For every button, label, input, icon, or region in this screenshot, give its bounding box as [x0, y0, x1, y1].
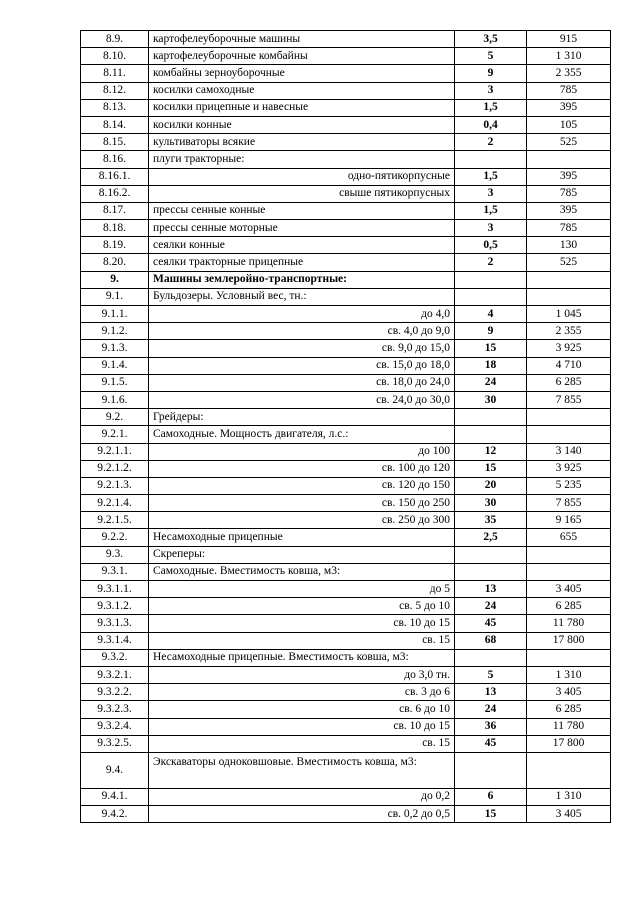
norm-value-cell: 2,5 — [455, 529, 527, 546]
norm-value-cell — [455, 563, 527, 580]
item-code-cell: 9.3. — [81, 546, 149, 563]
table-row — [81, 151, 611, 168]
item-code-cell: 9.4.1. — [81, 788, 149, 805]
item-name-cell: свыше пятикорпусных — [149, 185, 455, 202]
price-cell: 915 — [527, 31, 611, 48]
table-row — [81, 701, 611, 718]
table-row — [81, 684, 611, 701]
norm-value-cell: 24 — [455, 701, 527, 718]
item-name-cell: до 0,2 — [149, 788, 455, 805]
item-name-cell: Самоходные. Вместимость ковша, м3: — [149, 563, 455, 580]
item-code-cell: 9.2.1.2. — [81, 460, 149, 477]
norm-value-cell: 18 — [455, 357, 527, 374]
norm-value-cell — [455, 426, 527, 443]
norm-value-cell: 0,5 — [455, 237, 527, 254]
price-cell: 1 045 — [527, 306, 611, 323]
price-cell: 395 — [527, 99, 611, 116]
item-code-cell: 9.4.2. — [81, 806, 149, 823]
item-name-cell: св. 150 до 250 — [149, 495, 455, 512]
rates-table-body — [81, 31, 611, 823]
table-row — [81, 788, 611, 805]
price-cell — [527, 546, 611, 563]
norm-value-cell — [455, 409, 527, 426]
price-cell: 1 310 — [527, 666, 611, 683]
price-cell — [527, 426, 611, 443]
item-code-cell: 8.16.2. — [81, 185, 149, 202]
item-name-cell: сеялки тракторные прицепные — [149, 254, 455, 271]
item-code-cell: 8.20. — [81, 254, 149, 271]
price-cell — [527, 752, 611, 788]
item-code-cell: 9. — [81, 271, 149, 288]
table-row — [81, 718, 611, 735]
price-cell: 655 — [527, 529, 611, 546]
price-cell: 395 — [527, 202, 611, 219]
table-row — [81, 512, 611, 529]
item-code-cell: 8.15. — [81, 134, 149, 151]
table-row — [81, 409, 611, 426]
item-code-cell: 9.3.2.4. — [81, 718, 149, 735]
price-cell: 11 780 — [527, 718, 611, 735]
item-name-cell: комбайны зерноуборочные — [149, 65, 455, 82]
price-cell — [527, 563, 611, 580]
norm-value-cell: 15 — [455, 806, 527, 823]
item-name-cell: косилки конные — [149, 116, 455, 133]
table-row — [81, 82, 611, 99]
item-name-cell: Несамоходные прицепные — [149, 529, 455, 546]
item-name-cell: св. 10 до 15 — [149, 718, 455, 735]
table-row — [81, 546, 611, 563]
item-code-cell: 9.3.1.1. — [81, 581, 149, 598]
norm-value-cell: 13 — [455, 684, 527, 701]
table-row — [81, 495, 611, 512]
table-row — [81, 116, 611, 133]
item-code-cell: 9.1.2. — [81, 323, 149, 340]
table-row — [81, 65, 611, 82]
table-row — [81, 598, 611, 615]
item-name-cell: св. 250 до 300 — [149, 512, 455, 529]
price-cell: 6 285 — [527, 701, 611, 718]
norm-value-cell: 13 — [455, 581, 527, 598]
table-row — [81, 426, 611, 443]
item-name-cell: св. 5 до 10 — [149, 598, 455, 615]
norm-value-cell: 3 — [455, 185, 527, 202]
item-code-cell: 9.2.1.4. — [81, 495, 149, 512]
norm-value-cell: 2 — [455, 134, 527, 151]
norm-value-cell: 15 — [455, 340, 527, 357]
norm-value-cell: 5 — [455, 48, 527, 65]
table-row — [81, 374, 611, 391]
item-code-cell: 8.17. — [81, 202, 149, 219]
norm-value-cell: 30 — [455, 495, 527, 512]
table-row — [81, 529, 611, 546]
item-name-cell: св. 4,0 до 9,0 — [149, 323, 455, 340]
price-cell — [527, 288, 611, 305]
item-name-cell: прессы сенные конные — [149, 202, 455, 219]
price-cell: 11 780 — [527, 615, 611, 632]
price-cell: 130 — [527, 237, 611, 254]
norm-value-cell: 1,5 — [455, 202, 527, 219]
item-name-cell: св. 18,0 до 24,0 — [149, 374, 455, 391]
item-code-cell: 9.4. — [81, 752, 149, 788]
item-name-cell: Скреперы: — [149, 546, 455, 563]
item-name-cell: Экскаваторы одноковшовые. Вместимость ковша, м3: — [149, 752, 455, 788]
table-row — [81, 168, 611, 185]
item-name-cell: косилки прицепные и навесные — [149, 99, 455, 116]
item-code-cell: 9.3.2.1. — [81, 666, 149, 683]
price-cell: 785 — [527, 220, 611, 237]
table-row — [81, 632, 611, 649]
price-cell: 105 — [527, 116, 611, 133]
item-code-cell: 9.2. — [81, 409, 149, 426]
price-cell — [527, 271, 611, 288]
item-name-cell: сеялки конные — [149, 237, 455, 254]
item-name-cell: Грейдеры: — [149, 409, 455, 426]
item-code-cell: 9.3.1. — [81, 563, 149, 580]
item-name-cell: св. 100 до 120 — [149, 460, 455, 477]
table-row — [81, 48, 611, 65]
price-cell — [527, 649, 611, 666]
table-row — [81, 254, 611, 271]
item-code-cell: 9.3.2. — [81, 649, 149, 666]
item-name-cell: св. 15 — [149, 632, 455, 649]
item-name-cell: св. 0,2 до 0,5 — [149, 806, 455, 823]
price-cell: 3 405 — [527, 581, 611, 598]
item-code-cell: 9.1.6. — [81, 391, 149, 408]
norm-value-cell: 6 — [455, 788, 527, 805]
norm-value-cell — [455, 546, 527, 563]
item-name-cell: картофелеуборочные комбайны — [149, 48, 455, 65]
item-name-cell: Машины землеройно-транспортные: — [149, 271, 455, 288]
price-cell: 1 310 — [527, 788, 611, 805]
norm-value-cell: 2 — [455, 254, 527, 271]
table-row — [81, 99, 611, 116]
table-row — [81, 185, 611, 202]
table-row — [81, 443, 611, 460]
norm-value-cell: 68 — [455, 632, 527, 649]
item-name-cell: культиваторы всякие — [149, 134, 455, 151]
item-code-cell: 8.12. — [81, 82, 149, 99]
norm-value-cell: 30 — [455, 391, 527, 408]
table-row — [81, 323, 611, 340]
price-cell — [527, 409, 611, 426]
table-row — [81, 649, 611, 666]
price-cell: 3 925 — [527, 340, 611, 357]
norm-value-cell: 9 — [455, 323, 527, 340]
item-code-cell: 8.14. — [81, 116, 149, 133]
table-row — [81, 391, 611, 408]
price-cell: 525 — [527, 134, 611, 151]
item-name-cell: св. 3 до 6 — [149, 684, 455, 701]
price-cell: 2 355 — [527, 323, 611, 340]
table-row — [81, 202, 611, 219]
table-row — [81, 340, 611, 357]
norm-value-cell: 5 — [455, 666, 527, 683]
item-name-cell: св. 24,0 до 30,0 — [149, 391, 455, 408]
price-cell — [527, 151, 611, 168]
item-code-cell: 9.3.1.4. — [81, 632, 149, 649]
price-cell: 7 855 — [527, 391, 611, 408]
norm-value-cell: 3 — [455, 220, 527, 237]
price-cell: 395 — [527, 168, 611, 185]
table-row — [81, 581, 611, 598]
table-row — [81, 220, 611, 237]
item-name-cell: св. 15 — [149, 735, 455, 752]
table-row — [81, 615, 611, 632]
price-cell: 3 140 — [527, 443, 611, 460]
item-name-cell: св. 15,0 до 18,0 — [149, 357, 455, 374]
item-code-cell: 8.9. — [81, 31, 149, 48]
norm-value-cell: 3,5 — [455, 31, 527, 48]
norm-value-cell: 15 — [455, 460, 527, 477]
item-name-cell: картофелеуборочные машины — [149, 31, 455, 48]
table-row — [81, 357, 611, 374]
table-row — [81, 806, 611, 823]
table-row — [81, 752, 611, 788]
item-code-cell: 9.1.5. — [81, 374, 149, 391]
rates-table — [80, 30, 611, 823]
price-cell: 5 235 — [527, 477, 611, 494]
norm-value-cell: 45 — [455, 735, 527, 752]
item-code-cell: 8.19. — [81, 237, 149, 254]
item-code-cell: 9.3.2.2. — [81, 684, 149, 701]
item-code-cell: 9.2.1. — [81, 426, 149, 443]
norm-value-cell: 24 — [455, 598, 527, 615]
table-row — [81, 477, 611, 494]
item-code-cell: 9.2.1.3. — [81, 477, 149, 494]
price-cell: 2 355 — [527, 65, 611, 82]
item-name-cell: Несамоходные прицепные. Вместимость ковша, м3: — [149, 649, 455, 666]
price-cell: 3 405 — [527, 806, 611, 823]
item-name-cell: прессы сенные моторные — [149, 220, 455, 237]
item-name-cell: до 5 — [149, 581, 455, 598]
norm-value-cell: 12 — [455, 443, 527, 460]
item-name-cell: св. 120 до 150 — [149, 477, 455, 494]
price-cell: 7 855 — [527, 495, 611, 512]
item-name-cell: св. 9,0 до 15,0 — [149, 340, 455, 357]
item-code-cell: 9.1. — [81, 288, 149, 305]
item-name-cell: Самоходные. Мощность двигателя, л.с.: — [149, 426, 455, 443]
item-code-cell: 9.3.2.3. — [81, 701, 149, 718]
item-name-cell: косилки самоходные — [149, 82, 455, 99]
item-code-cell: 9.2.2. — [81, 529, 149, 546]
price-cell: 785 — [527, 82, 611, 99]
item-code-cell: 8.11. — [81, 65, 149, 82]
table-row — [81, 460, 611, 477]
norm-value-cell: 0,4 — [455, 116, 527, 133]
norm-value-cell: 9 — [455, 65, 527, 82]
item-code-cell: 8.16.1. — [81, 168, 149, 185]
price-cell: 17 800 — [527, 735, 611, 752]
norm-value-cell: 4 — [455, 306, 527, 323]
norm-value-cell: 20 — [455, 477, 527, 494]
table-row — [81, 288, 611, 305]
norm-value-cell: 24 — [455, 374, 527, 391]
table-row — [81, 271, 611, 288]
norm-value-cell — [455, 151, 527, 168]
price-cell: 3 925 — [527, 460, 611, 477]
item-name-cell: Бульдозеры. Условный вес, тн.: — [149, 288, 455, 305]
norm-value-cell: 1,5 — [455, 99, 527, 116]
item-name-cell: св. 6 до 10 — [149, 701, 455, 718]
norm-value-cell — [455, 271, 527, 288]
item-name-cell: св. 10 до 15 — [149, 615, 455, 632]
table-row — [81, 563, 611, 580]
price-cell: 9 165 — [527, 512, 611, 529]
item-code-cell: 9.1.4. — [81, 357, 149, 374]
price-cell: 6 285 — [527, 374, 611, 391]
table-row — [81, 735, 611, 752]
norm-value-cell — [455, 649, 527, 666]
item-code-cell: 8.10. — [81, 48, 149, 65]
item-code-cell: 8.16. — [81, 151, 149, 168]
item-name-cell: одно-пятикорпусные — [149, 168, 455, 185]
price-cell: 785 — [527, 185, 611, 202]
table-row — [81, 31, 611, 48]
norm-value-cell: 3 — [455, 82, 527, 99]
norm-value-cell — [455, 288, 527, 305]
price-cell: 4 710 — [527, 357, 611, 374]
item-name-cell: до 4,0 — [149, 306, 455, 323]
item-code-cell: 9.2.1.5. — [81, 512, 149, 529]
item-code-cell: 9.3.2.5. — [81, 735, 149, 752]
table-row — [81, 237, 611, 254]
item-code-cell: 9.1.3. — [81, 340, 149, 357]
item-name-cell: до 3,0 тн. — [149, 666, 455, 683]
table-row — [81, 306, 611, 323]
price-cell: 1 310 — [527, 48, 611, 65]
item-code-cell: 9.1.1. — [81, 306, 149, 323]
norm-value-cell — [455, 752, 527, 788]
price-cell: 525 — [527, 254, 611, 271]
item-name-cell: плуги тракторные: — [149, 151, 455, 168]
table-row — [81, 666, 611, 683]
price-cell: 3 405 — [527, 684, 611, 701]
item-code-cell: 8.18. — [81, 220, 149, 237]
item-code-cell: 9.2.1.1. — [81, 443, 149, 460]
item-name-cell: до 100 — [149, 443, 455, 460]
price-cell: 6 285 — [527, 598, 611, 615]
norm-value-cell: 36 — [455, 718, 527, 735]
item-code-cell: 8.13. — [81, 99, 149, 116]
norm-value-cell: 35 — [455, 512, 527, 529]
norm-value-cell: 45 — [455, 615, 527, 632]
norm-value-cell: 1,5 — [455, 168, 527, 185]
price-cell: 17 800 — [527, 632, 611, 649]
table-row — [81, 134, 611, 151]
item-code-cell: 9.3.1.3. — [81, 615, 149, 632]
item-code-cell: 9.3.1.2. — [81, 598, 149, 615]
